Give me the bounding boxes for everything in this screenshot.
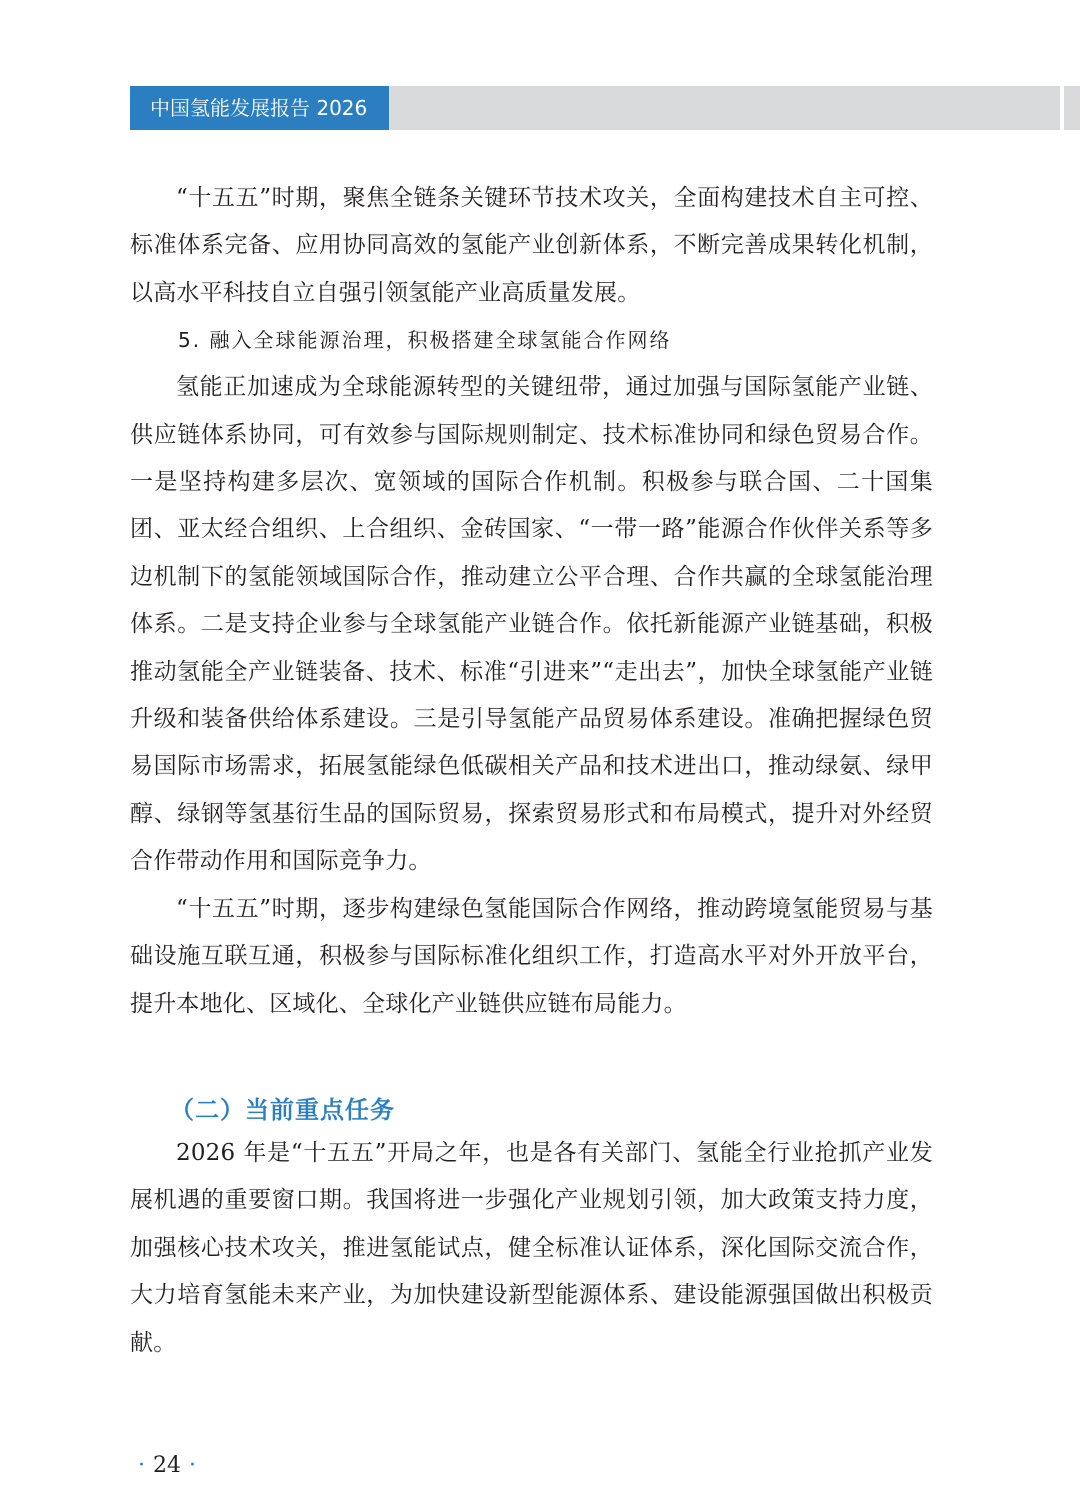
page-number xyxy=(130,1452,204,1480)
page-dot-left: · xyxy=(138,1453,145,1478)
header-edge-tab xyxy=(1064,86,1080,130)
report-title: 中国氢能发展报告 2026 xyxy=(130,86,389,130)
paragraph-current-tasks: 2026 年是“十五五”开局之年，也是各有关部门、氢能全行业抢抓产业发展机遇的重要窗口期。我国将进一步强化产业规划引领，加大政策支持力度，加强核心技术攻关，推进氢能试点，健全标准认证体系，深化国际交流合作，大力培育氢能未来产业，为加快建设新型能源体系、建设能源强国做出积极贡献。 xyxy=(130,1139,933,1356)
paragraph-international-cooperation: 氢能正加速成为全球能源转型的关键纽带，通过加强与国际氢能产业链、供应链体系协同，可有效参与国际规则制定、技术标准协同和绿色贸易合作。一是坚持构建多层次、宽领域的国际合作机制。积极参与联合国、二十国集团、亚太经合组织、上合组织、金砖国家、“一带一路”能源合作伙伴关系等多边机制下的氢能领域国际合作，推动建立公平合理、合作共赢的全球氢能治理体系。二是支持企业参与全球氢能产业链合作。依托新能源产业链基础，积极推动氢能全产业链装备、技术、标准“引进来”“走出去”，加快全球氢能产业链升级和装备供给体系建设。三是引导氢能产品贸易体系建设。准确把握绿色贸易国际市场需求，拓展氢能绿色低碳相关产品和技术进出口，推动绿氨、绿甲醇、绿钢等氢基衍生品的国际贸易，探索贸易形式和布局模式，提升对外经贸合作带动作用和国际竞争力。 xyxy=(130,374,933,875)
page-dot-right: · xyxy=(189,1453,196,1478)
paragraph-innovation-system: “十五五”时期，聚焦全链条关键环节技术攻关，全面构建技术自主可控、标准体系完备、应用协同高效的氢能产业创新体系，不断完善成果转化机制，以高水平科技自立自强引领氢能产业高质量发展。 xyxy=(130,185,933,306)
subheading-global-governance: 5. 融入全球能源治理，积极搭建全球氢能合作网络 xyxy=(178,328,672,353)
main-content xyxy=(130,175,933,1367)
page-number-value: 24 xyxy=(153,1453,181,1478)
paragraph-cooperation-network: “十五五”时期，逐步构建绿色氢能国际合作网络，推动跨境氢能贸易与基础设施互联互通，积极参与国际标准化组织工作，打造高水平对外开放平台，提升本地化、区域化、全球化产业链供应链布局能力。 xyxy=(130,895,933,1017)
section-heading-current-tasks: （二）当前重点任务 xyxy=(170,1095,395,1124)
